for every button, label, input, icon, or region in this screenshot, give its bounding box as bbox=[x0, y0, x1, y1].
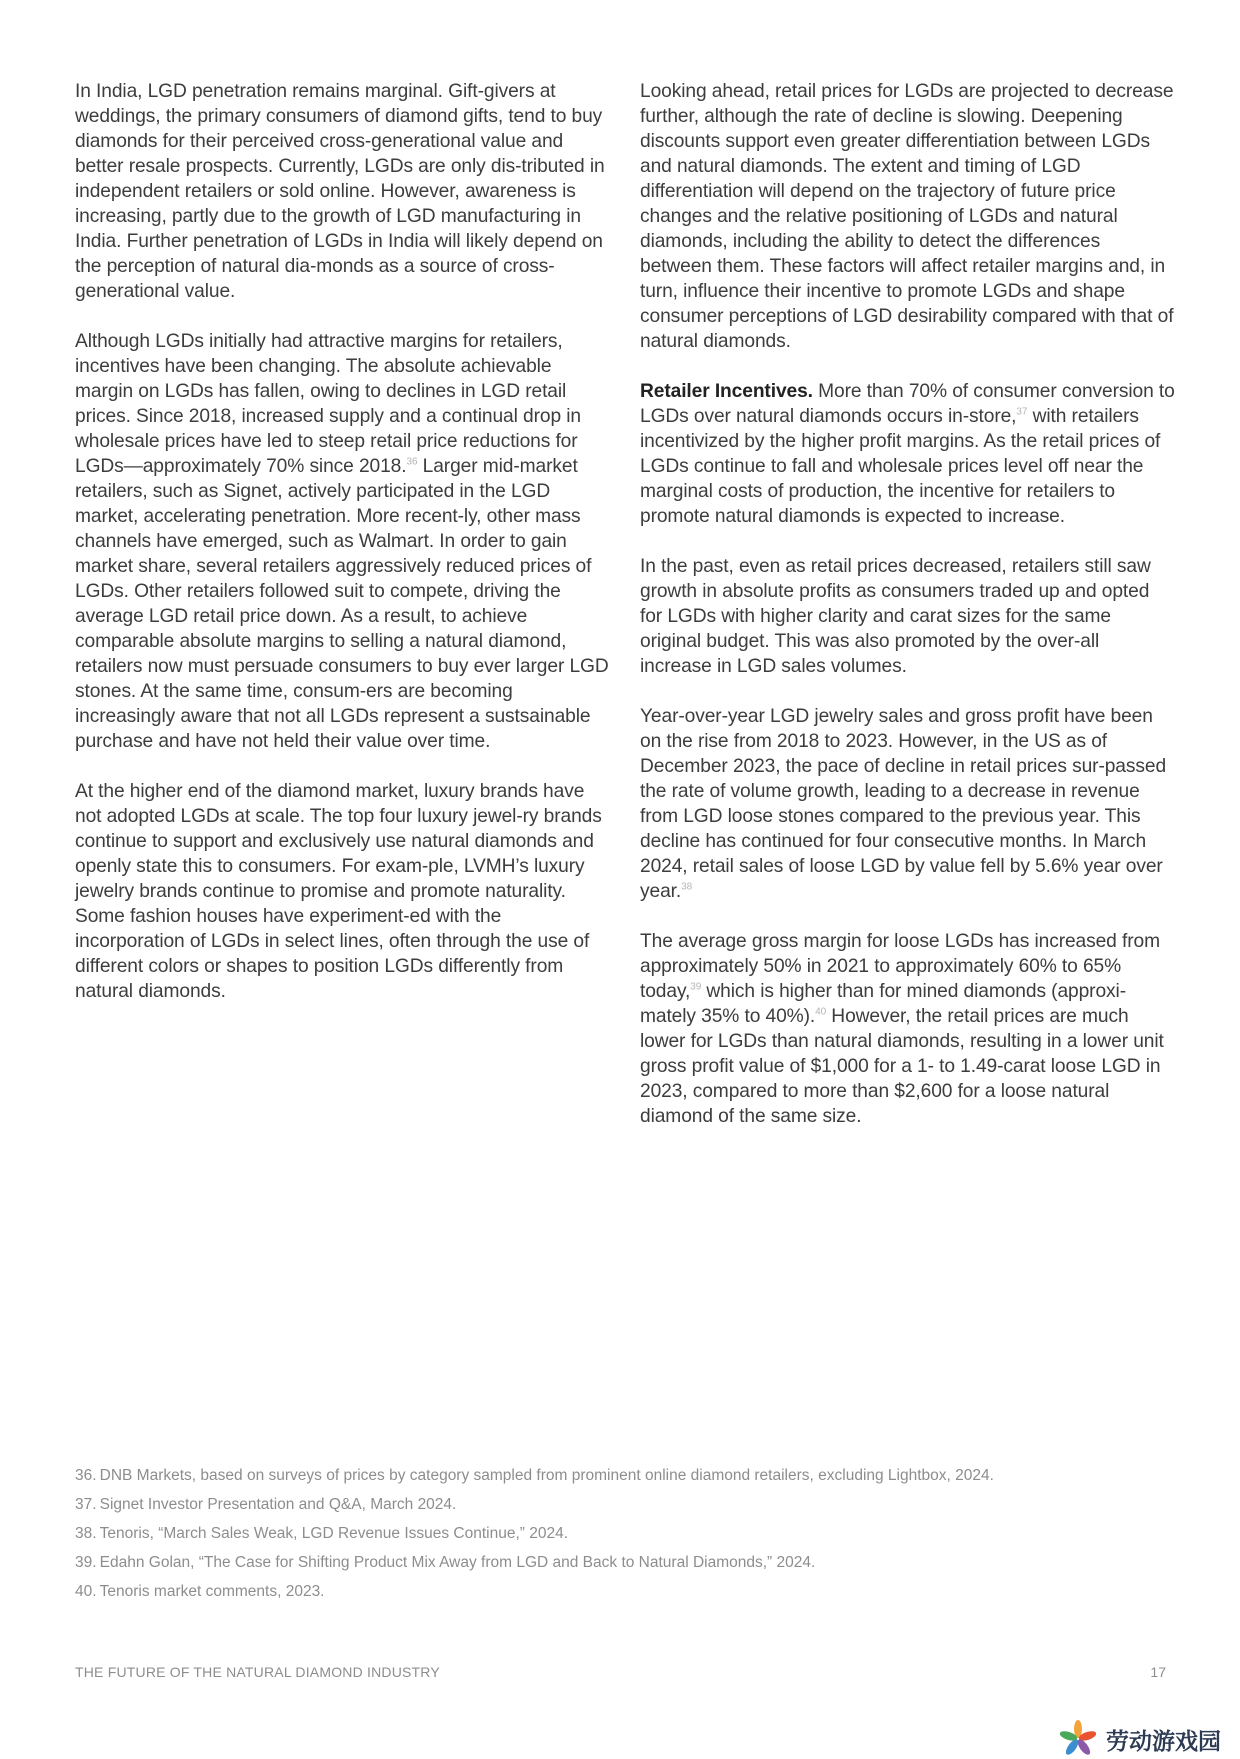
paragraph-india bbox=[75, 79, 610, 304]
footnote-ref[interactable]: 40 bbox=[815, 1006, 827, 1018]
footnote-39: 39. Edahn Golan, “The Case for Shifting Product Mix Away from LGD and Back to Natural Diamonds,” 2024. bbox=[75, 1554, 816, 1571]
footnote-ref[interactable]: 39 bbox=[690, 981, 702, 993]
footnote-36: 36. DNB Markets, based on surveys of prices by category sampled from prominent online diamond retailers, excluding Lightbox, 2024. bbox=[75, 1467, 994, 1484]
paragraph-luxury bbox=[75, 779, 610, 1004]
footnote-40: 40. Tenoris market comments, 2023. bbox=[75, 1583, 325, 1600]
paragraph-text: In the past, even as retail prices decreased, retailers still saw growth in absolute profits as consumers traded up and opted for LGDs with higher clarity and carat sizes for the same original budget. This was also promoted by the over-all increase in LGD sales volumes. bbox=[640, 556, 1151, 677]
paragraph-text: However, the retail prices are much lower for LGDs than natural diamonds, resulting in a lower unit gross profit value of $1,000 for a 1- to 1.49-carat loose LGD in 2023, compared to more than $2,600 for a loose natural diamond of the same size. bbox=[640, 1006, 1164, 1127]
run-in-heading: Retailer Incentives. bbox=[640, 381, 813, 402]
paragraph-looking-ahead bbox=[640, 79, 1175, 354]
paragraph-text: At the higher end of the diamond market, luxury brands have not adopted LGDs at scale. The top four luxury jewel-ry brands continue to support and exclusively use natural diamonds and openly state this to consumers. For exam-ple, LVMH’s luxury jewelry brands continue to promise and promote naturality. Some fashion houses have experiment-ed with the incorporation of LGDs in select lines, often through the use of different colors or shapes to position LGDs differently from natural diamonds. bbox=[75, 781, 602, 1002]
footnote-ref[interactable]: 37 bbox=[1016, 406, 1028, 418]
footnote-38: 38. Tenoris, “March Sales Weak, LGD Revenue Issues Continue,” 2024. bbox=[75, 1525, 569, 1542]
footnote-ref[interactable]: 38 bbox=[681, 881, 693, 893]
watermark bbox=[1056, 1723, 1226, 1753]
right-column bbox=[640, 79, 1175, 1154]
left-column bbox=[75, 79, 610, 1029]
page-number: 17 bbox=[1150, 1664, 1166, 1680]
footnote-ref[interactable]: 36 bbox=[406, 456, 418, 468]
footnotes bbox=[75, 1466, 1175, 1611]
footnote-37: 37. Signet Investor Presentation and Q&A, March 2024. bbox=[75, 1496, 457, 1513]
watermark-text: 劳动游戏园 bbox=[1106, 1728, 1221, 1755]
pinwheel-logo-icon bbox=[1056, 1719, 1100, 1759]
paragraph-gross-margin bbox=[640, 929, 1175, 1129]
running-footer-title: THE FUTURE OF THE NATURAL DIAMOND INDUSTRY bbox=[75, 1664, 440, 1680]
paragraph-text: Although LGDs initially had attractive margins for retailers, incentives have been changing. The absolute achievable margin on LGDs has fallen, owing to declines in LGD retail prices. Since 2018, increased supply and a continual drop in wholesale prices have led to steep retail price reductions for LGDs—approximately 70% since 2018. bbox=[75, 331, 581, 477]
paragraph-margins bbox=[75, 329, 610, 754]
paragraph-text: More than 70% of consumer conversion to LGDs over natural diamonds occurs in-store, bbox=[640, 381, 1175, 427]
paragraph-text: Year-over-year LGD jewelry sales and gross profit have been on the rise from 2018 to 2023. However, in the US as of December 2023, the pace of decline in retail prices sur-passed the rate of volume growth, leading to a decrease in revenue from LGD loose stones compared to the previous year. This decline has continued for four consecutive months. In March 2024, retail sales of loose LGD by value fell by 5.6% year over year. bbox=[640, 706, 1167, 902]
paragraph-text: which is higher than for mined diamonds (approxi-mately 35% to 40%). bbox=[640, 981, 1126, 1027]
paragraph-retailer-incentives bbox=[640, 379, 1175, 529]
paragraph-text: Larger mid-market retailers, such as Signet, actively participated in the LGD market, accelerating penetration. More recent-ly, other mass channels have emerged, such as Walmart. In order to gain market share, several retailers aggressively reduced prices of LGDs. Other retailers followed suit to compete, driving the average LGD retail price down. As a result, to achieve comparable absolute margins to selling a natural diamond, retailers now must persuade consumers to buy ever larger LGD stones. At the same time, consum-ers are becoming increasingly aware that not all LGDs represent a sustsainable purchase and have not held their value over time. bbox=[75, 456, 609, 752]
paragraph-text: with retailers incentivized by the higher profit margins. As the retail prices of LGDs continue to fall and wholesale prices level off near the marginal costs of production, the incentive for retailers to promote natural diamonds is expected to increase. bbox=[640, 406, 1161, 527]
paragraph-past-profits bbox=[640, 554, 1175, 679]
paragraph-text: Looking ahead, retail prices for LGDs are projected to decrease further, although the rate of decline is slowing. Deepening discounts support even greater differentiation between LGDs and natural diamonds. The extent and timing of LGD differentiation will depend on the trajectory of future price changes and the relative positioning of LGDs and natural diamonds, including the ability to detect the differences between them. These factors will affect retailer margins and, in turn, influence their incentive to promote LGDs and shape consumer perceptions of LGD desirability compared with that of natural diamonds. bbox=[640, 81, 1174, 352]
paragraph-text: The average gross margin for loose LGDs has increased from approximately 50% in 2021 to approximately 60% to 65% today, bbox=[640, 931, 1160, 1002]
paragraph-text: In India, LGD penetration remains marginal. Gift-givers at weddings, the primary consumers of diamond gifts, tend to buy diamonds for their perceived cross-generational value and better resale prospects. Currently, LGDs are only dis-tributed in independent retailers or sold online. However, awareness is increasing, partly due to the growth of LGD manufacturing in India. Further penetration of LGDs in India will likely depend on the perception of natural dia-monds as a source of cross-generational value. bbox=[75, 81, 605, 302]
paragraph-yoy-sales bbox=[640, 704, 1175, 904]
